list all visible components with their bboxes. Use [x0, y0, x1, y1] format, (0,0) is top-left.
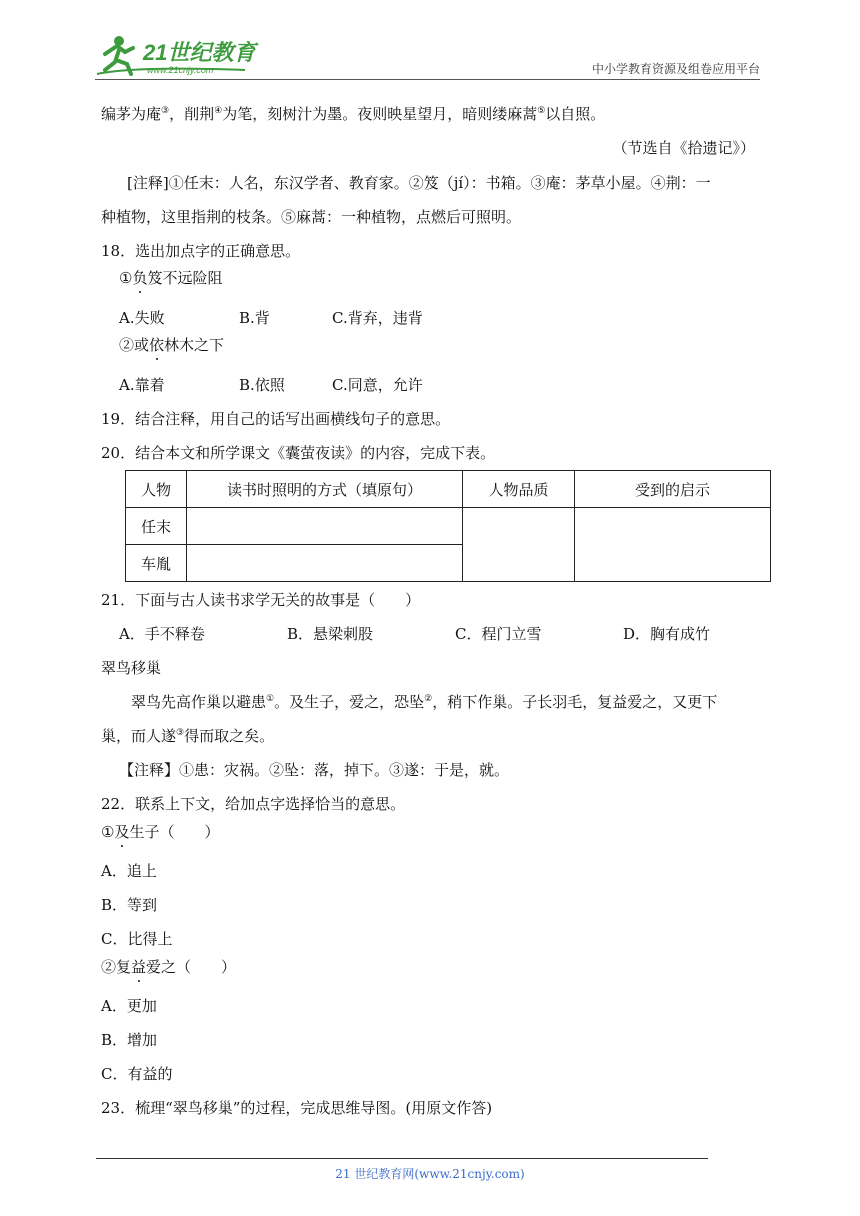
q18-item2: ②或依林木之下 [119, 336, 225, 354]
q21-stem: 21．下面与古人读书求学无关的故事是（ ） [101, 591, 421, 609]
passage1-source: （节选自《拾遗记》） [612, 139, 755, 157]
table-header-insight: 受到的启示 [575, 471, 771, 508]
page-header [95, 30, 760, 80]
header-divider [95, 79, 760, 80]
q18-item1-option-c: C.背弃，违背 [332, 309, 423, 327]
platform-name: 中小学教育资源及组卷应用平台 [591, 62, 760, 76]
logo-icon [95, 30, 265, 78]
passage2-note: 【注释】①患：灾祸。②坠：落，掉下。③遂：于是，就。 [119, 761, 510, 779]
q19-stem: 19．结合注释，用自己的话写出画横线句子的意思。 [101, 410, 451, 428]
q21-option-b: B．悬梁刺股 [287, 625, 374, 643]
q18-stem: 18．选出加点字的正确意思。 [101, 242, 301, 260]
q21-option-c: C．程门立雪 [455, 625, 542, 643]
table-cell-person: 任末 [126, 508, 187, 545]
table-answer-cell[interactable] [187, 545, 463, 582]
passage1-line: 编茅为庵③，削荆④为笔，刻树汁为墨。夜则映星望月，暗则缕麻蒿⑤以自照。 [101, 105, 606, 123]
table-header-lighting: 读书时照明的方式（填原句） [187, 471, 463, 508]
svg-text:www.21cnjy.com: www.21cnjy.com [147, 65, 214, 75]
q22-item1-option-c: C．比得上 [101, 930, 173, 948]
q23-stem: 23．梳理“翠鸟移巢”的过程，完成思维导图。(用原文作答) [101, 1099, 493, 1117]
q18-item1-option-a: A.失败 [119, 309, 165, 327]
table-answer-cell[interactable] [575, 508, 771, 582]
svg-text:21世纪教育: 21世纪教育 [143, 40, 256, 65]
q18-item2-option-b: B.依照 [239, 376, 285, 394]
q21-option-d: D．胸有成竹 [623, 625, 711, 643]
q22-stem: 22．联系上下文，给加点字选择恰当的意思。 [101, 795, 406, 813]
table-cell-person: 车胤 [126, 545, 187, 582]
emphasis-char: 依 [149, 336, 165, 354]
q22-item2-option-b: B．增加 [101, 1031, 158, 1049]
table-header-person: 人物 [126, 471, 187, 508]
q22-item1: ①及生子（ ） [101, 823, 220, 841]
passage1-note-line2: 种植物，这里指荆的枝条。⑤麻蒿：一种植物，点燃后可照明。 [101, 208, 522, 226]
q18-item2-option-a: A.靠着 [119, 376, 165, 394]
q18-item2-option-c: C.同意，允许 [332, 376, 423, 394]
table-answer-cell[interactable] [187, 508, 463, 545]
q20-table [125, 470, 771, 582]
passage2-line2: 巢，而人遂③得而取之矣。 [101, 727, 275, 745]
passage2-line1: 翠鸟先高作巢以避患①。及生子，爱之，恐坠②，稍下作巢。子长羽毛，复益爱之，又更下 [131, 693, 718, 711]
emphasis-char: 负 [132, 269, 148, 287]
passage1-note-line1: [注释]①任末：人名，东汉学者、教育家。②笈（jí）：书箱。③庵：茅草小屋。④荆：一 [127, 174, 711, 192]
emphasis-char: 及 [114, 823, 130, 841]
q22-item2-option-c: C．有益的 [101, 1065, 173, 1083]
q22-item1-option-b: B．等到 [101, 896, 158, 914]
q22-item2: ②复益爱之（ ） [101, 958, 237, 976]
table-answer-cell[interactable] [463, 508, 575, 582]
footer-link[interactable]: 21 世纪教育网(www.21cnjy.com) [335, 1167, 525, 1181]
q18-item1-option-b: B.背 [239, 309, 270, 327]
q22-item2-option-a: A．更加 [101, 997, 157, 1015]
footer-divider [96, 1158, 708, 1159]
site-logo [95, 30, 265, 78]
q22-item1-option-a: A．追上 [101, 862, 157, 880]
emphasis-char: 益 [131, 958, 147, 976]
q18-item1: ①负笈不远险阻 [119, 269, 223, 287]
q20-stem: 20．结合本文和所学课文《囊萤夜读》的内容，完成下表。 [101, 444, 496, 462]
table-header-quality: 人物品质 [463, 471, 575, 508]
q21-option-a: A．手不释卷 [119, 625, 205, 643]
passage2-title: 翠鸟移巢 [101, 659, 162, 677]
